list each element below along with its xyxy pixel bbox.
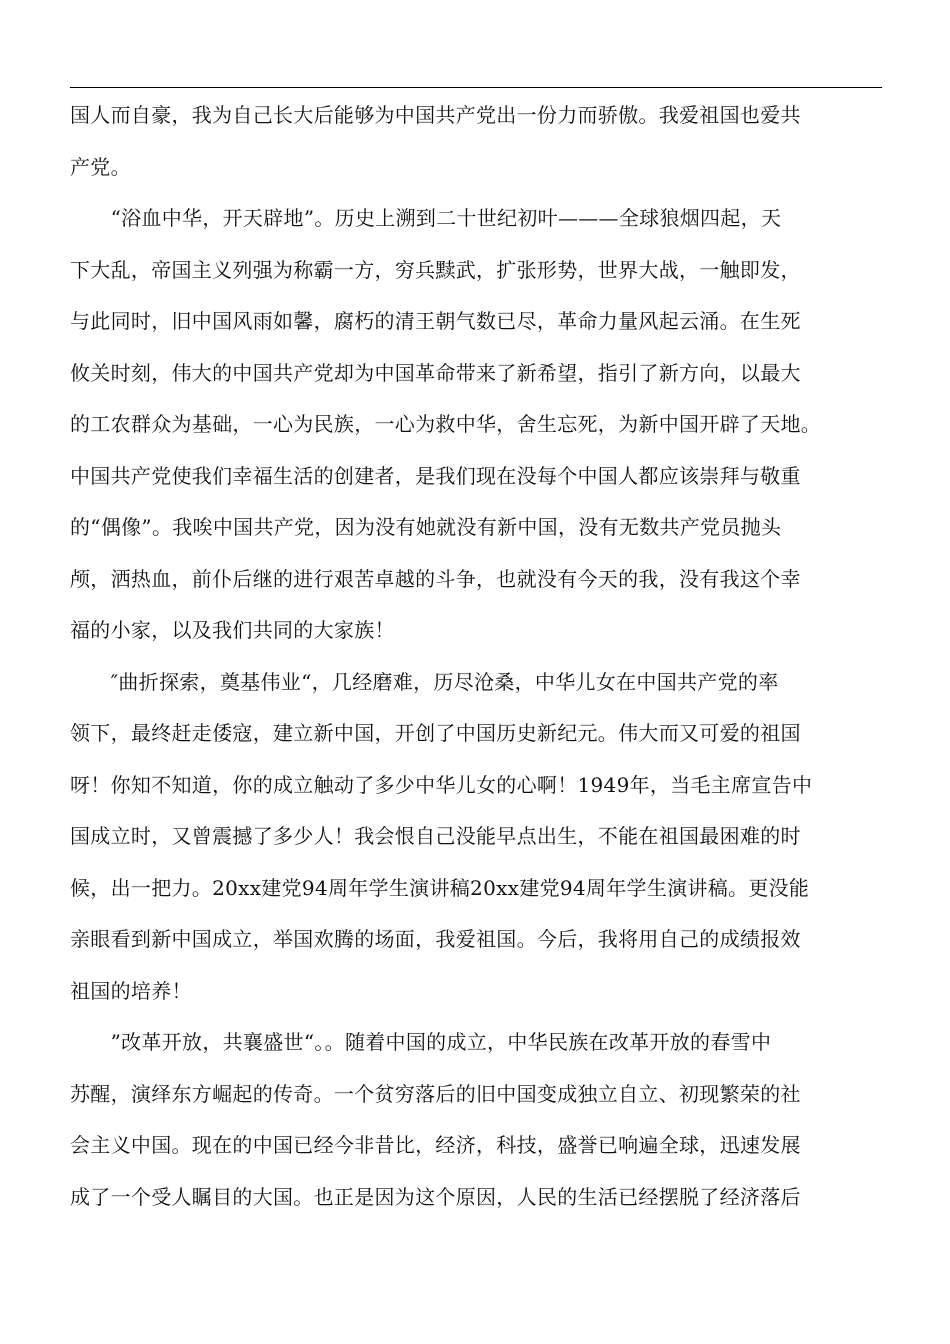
text-line: 产党。: [70, 154, 131, 179]
text-line: 国成立时，又曾震撼了多少人！我会恨自己没能早点出生，不能在祖国最困难的时: [70, 824, 801, 848]
text-line: 颅，洒热血，前仆后继的进行艰苦卓越的斗争，也就没有今天的我，没有我这个幸: [70, 566, 801, 591]
text-line: 候，出一把力。20xx建党94周年学生演讲稿20xx建党94周年学生演讲稿。更没能: [70, 875, 810, 900]
text-line: 攸关时刻，伟大的中国共产党却为中国革命带来了新希望，指引了新方向，以最大: [70, 360, 801, 385]
text-line: 领下，最终赶走倭寇，建立新中国，开创了中国历史新纪元。伟大而又可爱的祖国: [70, 721, 801, 745]
text-line: ″曲折探索，奠基伟业“，几经磨难，历尽沧桑，中华儿女在中国共产党的率: [70, 669, 779, 694]
text-line: 国人而自豪，我为自己长大后能够为中国共产党出一份力而骄傲。我爱祖国也爱共: [70, 103, 801, 127]
text-line: ”改革开放，共襄盛世“。。随着中国的成立，中华民族在改革开放的春雪中: [70, 1030, 772, 1054]
text-line: 亲眼看到新中国成立，举国欢腾的场面，我爱祖国。今后，我将用自己的成绩报效: [70, 927, 801, 951]
text-line: 与此同时，旧中国风雨如馨，腐朽的清王朝气数已尽，革命力量风起云涌。在生死: [70, 309, 801, 333]
text-line: 福的小家，以及我们共同的大家族！: [70, 618, 395, 642]
text-line: 下大乱，帝国主义列强为称霸一方，穷兵黩武，扩张形势，世界大战，一触即发，: [70, 257, 801, 282]
text-line: 呀！你知不知道，你的成立触动了多少中华儿女的心啊！1949年，当毛主席宣告中: [70, 772, 813, 797]
text-line: 祖国的培养！: [70, 978, 192, 1003]
text-line: “浴血中华，开天辟地”。历史上溯到二十世纪初叶———全球狼烟四起，天: [70, 206, 782, 230]
text-line: 的工农群众为基础，一心为民族，一心为救中华，舍生忘死，为新中国开辟了天地。: [70, 412, 822, 436]
text-line: 苏醒，演绎东方崛起的传奇。一个贫穷落后的旧中国变成独立自立、初现繁荣的社: [70, 1081, 801, 1106]
header-rule: [70, 87, 882, 88]
text-line: 成了一个受人瞩目的大国。也正是因为这个原因，人民的生活已经摆脱了经济落后: [70, 1184, 801, 1209]
body-text: [70, 90, 900, 1223]
text-line: 中国共产党使我们幸福生活的创建者，是我们现在没每个中国人都应该崇拜与敬重: [70, 463, 801, 488]
text-line: 的“偶像”。我唉中国共产党，因为没有她就没有新中国，没有无数共产党员抛头: [70, 515, 782, 539]
text-line: 会主义中国。现在的中国已经今非昔比，经济，科技，盛誉已响遍全球，迅速发展: [70, 1133, 801, 1157]
